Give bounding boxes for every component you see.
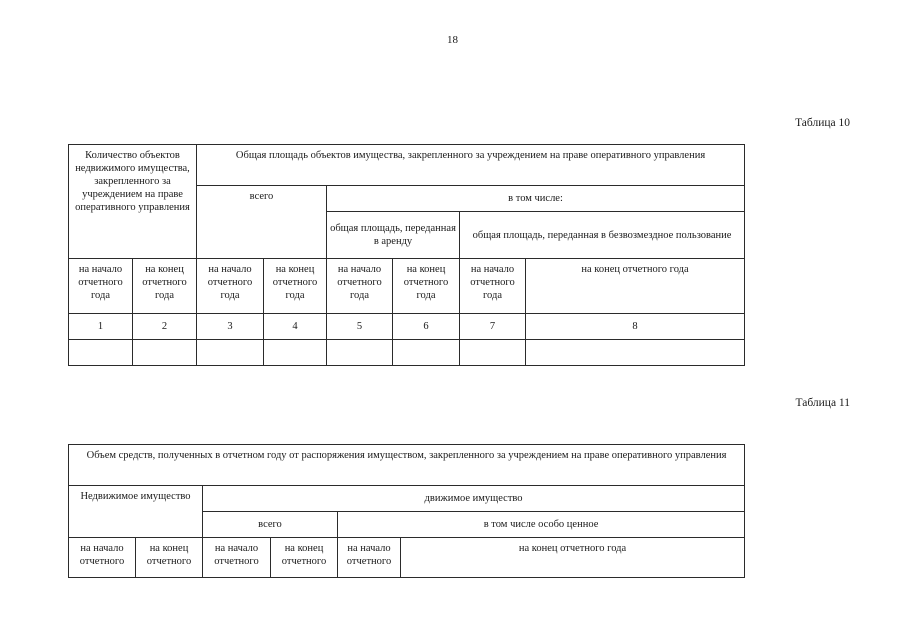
header-year-begin: на начало отчетного года [69,259,133,314]
header-year-end: на конец отчетного года [264,259,327,314]
header-including: в том числе: [327,186,745,212]
header-total-area: Общая площадь объектов имущества, закрепленного за учреждением на праве оперативного управления [197,145,745,186]
header-movable-property: движимое имущество [203,486,745,512]
page-number: 18 [447,34,458,46]
header-year-end: на конец отчетного года [133,259,197,314]
data-cell [69,340,133,366]
header-year-begin: на начало отчетного [203,538,271,578]
data-cell [133,340,197,366]
column-number: 5 [327,314,393,340]
header-especially-valuable: в том числе особо ценное [338,512,745,538]
header-rent-area: общая площадь, переданная в аренду [327,212,460,259]
column-number: 7 [460,314,526,340]
header-year-begin: на начало отчетного года [460,259,526,314]
data-cell [327,340,393,366]
table-11-caption: Таблица 11 [795,397,850,409]
header-total: всего [197,186,327,259]
column-number: 1 [69,314,133,340]
header-year-end: на конец отчетного [136,538,203,578]
header-object-count: Количество объектов недвижимого имущества, закрепленного за учреждением на праве оперативного управления [69,145,197,259]
table-11 [68,444,745,578]
header-year-end: на конец отчетного года [393,259,460,314]
column-number: 6 [393,314,460,340]
column-number: 2 [133,314,197,340]
header-free-use-area: общая площадь, переданная в безвозмездное пользование [460,212,745,259]
data-cell [264,340,327,366]
data-cell [197,340,264,366]
header-year-begin: на начало отчетного года [327,259,393,314]
header-year-end: на конец отчетного года [526,259,745,314]
column-number: 8 [526,314,745,340]
column-number: 3 [197,314,264,340]
data-cell [393,340,460,366]
column-number: 4 [264,314,327,340]
header-year-begin: на начало отчетного [338,538,401,578]
data-cell [460,340,526,366]
header-year-end: на конец отчетного [271,538,338,578]
table-10-caption: Таблица 10 [795,117,850,129]
header-immovable-property: Недвижимое имущество [69,486,203,538]
header-year-begin: на начало отчетного [69,538,136,578]
header-year-begin: на начало отчетного года [197,259,264,314]
header-funds-received: Объем средств, полученных в отчетном году от распоряжения имуществом, закрепленного за учреждением на праве оперативного управления [69,445,745,486]
header-total: всего [203,512,338,538]
table-10 [68,144,745,366]
data-cell [526,340,745,366]
header-year-end-full: на конец отчетного года [401,538,745,578]
